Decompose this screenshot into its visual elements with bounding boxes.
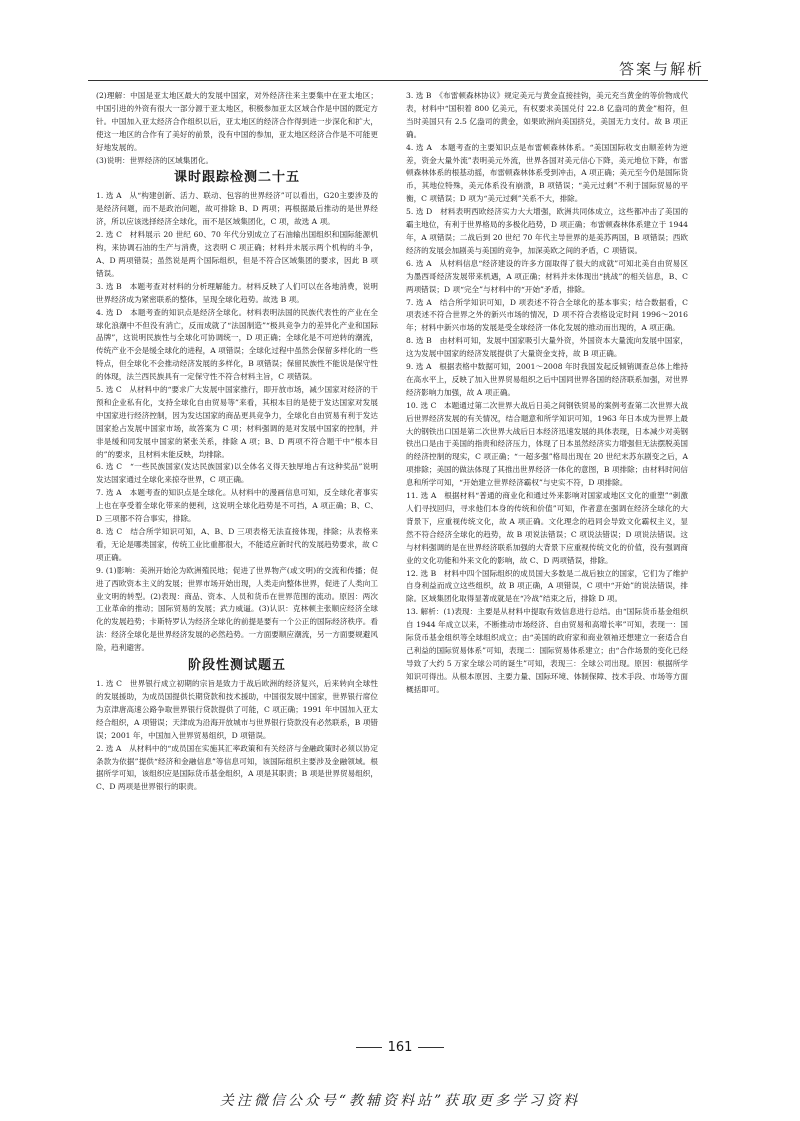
answer-item: 13. 解析：(1)表现：主要是从材料中提取有效信息进行总结。由“国际货币基金组织自 1944 年成立以来，不断推动市场经济、自由贸易和高增长率”可知，表现一：国际货币基金组织等全球组织成立；由“美国的政府家和商业领袖还想建立一套适合自己利益的国际贸易体系”可知，表现二：国际贸易体系建立；由“合作场景的变化已经导致了大约 5 万家全球公司的诞生”可知，表现三：全球公司出现。原因：根据所学知识可得出。从根本原因、主要力量、国际环境、体制保障、技术手段、市场等方面概括即可。 — [406, 607, 688, 694]
page-number-rule — [418, 1047, 444, 1048]
page-number-rule — [356, 1047, 382, 1048]
answer-item: 9. 选 A 根据表格中数据可知，2001～2008 年时我国发起反倾销调查总体上维持在高水平上，反映了加入世界贸易组织之后中国同世界各国的经济联系加强，对世界经济影响力加强，故 A 项正确。 — [406, 362, 688, 397]
answer-item: 4. 选 D 本题考查的知识点是经济全球化。材料表明法国的民族代表性的产业在全球化浪潮中不但没有消亡，反而成就了“法国制造”“极具竞争力的差异化产业和国际品牌”，这说明民族性与全球化可协调统一，D 项正确；全球化是不可逆转的潮流，传统产业不会是缓全球化的进程，A 项错误；全球化过程中虽然会保留多样化的一些特点，但全球化不会推动经济发展的多样化，B 项错误；保留民族性不能说是保守性的体现，法兰西民族具有一定保守性不符合材料主旨，C 项错误。 — [96, 307, 378, 382]
intro-paragraph: (3)说明：世界经济的区域集团化。 — [96, 155, 214, 165]
answer-item: 1. 选 C 世界银行成立初期的宗旨是致力于战后欧洲的经济复兴，后来转向全球性的发展援助，为成员国提供长期贷款和技术援助，中国很发展中国家，世界银行席位为京津唐高速公路争取世界银行贷款提供了可能，C 项正确；1991 年中国加入亚太经合组织，A 项错误；天津成为沿海开放城市与世界银行贷款没有必然联系，B 项错误；2001 年，中国加入世界贸易组织，D 项错误。 — [96, 679, 378, 740]
section-title: 课时跟踪检测二十五 — [173, 170, 300, 186]
answer-item: 9. (1)影响：美洲开始沦为欧洲殖民地；促进了世界物产(或文明)的交流和传播；促进了西欧资本主义的发展；世界市场开始出现，人类走向整体世界，促进了人类向工业文明的转型。(2)表现：商品、资本、人员和货币在世界范围的流动。原因：两次工业革命的推动；国际贸易的发展；武力威逼。(3)认识：克林顿主张顺应经济全球化的发展趋势；卡斯特罗认为经济全球化的前提是要有一个公正的国际经济秩序。看法：经济全球化是世界经济发展的必然趋势。一方面要顺应潮流，另一方面要规避风险，趋利避害。 — [96, 565, 378, 653]
answer-item: 1. 选 A 从“构建创新、活力、联动、包容的世界经济”可以看出，G20主要涉及的是经济问题，而不是政治问题，故可排除 B、D 两项；再根据最后推动的是世界经济，所以应该选择经济全球化，而不是区域集团化，C 项，故选 A 项。 — [96, 191, 378, 227]
answer-item: 7. 选 A 本题考查的知识点是全球化。从材料中的漫画信息可知，反全球化者事实上也在享受着全球化带来的便利，这说明全球化趋势是不可挡，A 项正确；B、C、D 三项都不符合事实，排除。 — [96, 488, 378, 524]
answer-item: 4. 选 A 本题考查的主要知识点是布雷顿森林体系。“美国国际收支由顺差转为逆差，资金大量外流”表明美元外流，世界各国对美元信心下降，美元地位下降，布雷顿森林体系的根基动摇，布雷顿森林体系受到冲击，A 项正确；美元至今仍是国际货币，其地位特殊，美元体系没有崩溃，B 项错误；“美元过剩”不利于国际贸易的平衡，C 项错误；D 项为“美元过剩”关系不大，排除。 — [406, 142, 688, 204]
answer-item: 2. 选 C 材料展示 20 世纪 60、70 年代分别成立了石油输出国组织和国际能源机构，来协调石油的生产与消费，这表明 C 项正确；材料并未展示两个机构的斗争，A、D 两项错误；虽然说是两个国际组织，但是不符合区域集团的要求，因此 B 项错误。 — [96, 230, 378, 278]
answer-item: 3. 选 B 《布雷顿森林协议》规定美元与黄金直接挂钩，美元充当黄金的等价物成代表，材料中“国积着 800 亿美元，有权要求美国兑付 22.8 亿盎司的黄金”相符，但当时美国只有 2.5 亿盎司的黄金，如果欧洲向美国挤兑，美国无力支付。故 B 项正确。 — [406, 91, 688, 139]
answer-item: 11. 选 A 根据材料“普通的商业化和通过外来影响对国家或地区文化的重塑”“刺激人们寻找回归，寻求他们本身的传统和价值”可知，作者意在强调在经济全球化的大背景下，应重视传统文化，故 A 项正确。文化理念的趋同会导致文化霸权主义，显然不符合经济全球化的趋势，故 B 项说法错误；C 项说法错误；D 项说法错误。这与材料强调的是在世界经济联系加强的大背景下应重视传统文化的价值，没有强调商业的文化功能和外来文化的影响，故 C、D 两项错误，排除。 — [406, 491, 688, 565]
left-column — [96, 90, 378, 1010]
answer-item: 7. 选 A 结合所学知识可知，D 项表述不符合全球化的基本事实；结合数据看，C 项表述不符合世界之外的新兴市场的情况，D 项不符合表格设定时间 1996～2016 年；材料中新兴市场的发展是受全球经济一体化发展的推动而出现的，A 项正确。 — [406, 297, 688, 333]
page-number-text: 161 — [387, 1040, 413, 1055]
right-column — [406, 90, 688, 1010]
footer-note: 关注微信公众号“教辅资料站”获取更多学习资料 — [219, 1093, 581, 1109]
section-title: 阶段性测试题五 — [187, 658, 286, 674]
answer-item: 8. 选 B 由材料可知，发展中国家吸引大量外资，外国资本大量流向发展中国家，这为发展中国家的经济发展提供了大量资金支持，故 B 项正确。 — [406, 336, 688, 359]
page-number — [0, 1040, 800, 1055]
header-divider — [88, 80, 708, 81]
answer-item: 2. 选 A 从材料中的“成员国在实施其汇率政策和有关经济与金融政策时必须以协定条款为依据”提供“经济和金融信息”等信息可知，该国际组织主要涉及金融领域。根据所学可知，该组织应是国际货币基金组织，A 项是其职责；B 项是世界贸易组织，C、D 两项是世界银行的职责。 — [96, 743, 378, 792]
answer-item: 12. 选 B 材料中四个国际组织的成员国大多数是二战后独立的国家，它们为了维护自身利益而成立这些组织，故 B 项正确，A 项错误，C 项中“开始”的说法错误，排除。区域集团化取得显著成就是在“冷战”结束之后，排除 D 项。 — [406, 568, 688, 604]
answer-item: 5. 选 D 材料表明西欧经济实力大大增强，欧洲共同体成立，这些都冲击了美国的霸主地位，有利于世界格局的多极化趋势，D 项正确；布雷顿森林体系建立于 1944 年，A 项错误；二战后到 20 世纪 70 年代主导世界的是美苏两国，B 项错误；西欧经济的发展会加剧美与美国的竞争，加深美欧之间的矛盾，C 项错误。 — [406, 207, 688, 255]
answer-item: 5. 选 C 从材料中的“要求广大发展中国家推行，即开放市场，减少国家对经济的干预和企业私有化，支持全球化自由贸易等”来看，其根本目的是使于发达国家对发展中国家进行经济控制，因为发达国家的商品更具竞争力，全球化自由贸易有利于发达国家抢占发展中国家市场，故答案为 C 项；材料强调的是对发展中国家的控制，并非是缓和同发展中国家的紧张关系，排除 A 项；B、D 两项不符合题干中“根本目的”的要求，且材料未能反映，均排除。 — [96, 385, 378, 459]
answer-item: 8. 选 C 结合所学知识可知，A、B、D 三项表格无法直接体现，排除；从表格来看，无论是哪类国家，传统工业比重都很大，不能适应新时代的发展趋势要求，故 C 项正确。 — [96, 527, 378, 562]
answer-item: 6. 选 C “一些民族国家(发达民族国家)以全体名义得天独厚地占有这种奖品”说明发达国家通过全球化来掠夺世界，C 项正确。 — [96, 462, 378, 485]
answer-item: 10. 选 C 本题通过第二次世界大战后日美之间钢铁贸易的案例考查第二次世界大战后世界经济发展的有关情况，结合题意和所学知识可知，1963 年日本成为世界上最大的钢铁出口国是第二次世界大战后日本经济迅速发展的具体表现，日本减少对美钢铁出口是由于美国的指责和经济压力，体现了日本虽然经济实力增强但无法摆脱美国的经济控制的现实，C 项正确；“一超多强”格局出现在 20 世纪末苏东剧变之后，A 项排除；美国的做法体现了其推出世界经济一体化的意图，B 项排除；由材料时间信息和所学可知，“开始建立世界经济霸权”与史实不符，D 项排除。 — [406, 400, 688, 488]
answer-item: 3. 选 B 本题考查对材料的分析理解能力。材料反映了人们可以在各地消费，说明世界经济成为紧密联系的整体，呈现全球化趋势。故选 B 项。 — [96, 281, 378, 304]
intro-paragraph: (2)理解：中国是亚太地区最大的发展中国家，对外经济往来主要集中在亚太地区；中国引进的外资有很大一部分源于亚太地区，积极参加亚太区域合作是中国的既定方针。中国加入亚太经济合作组织以后，亚太地区的经济合作得到进一步深化和扩大，使这一地区的合作有了美好的前景，没有中国的参加，亚太地区经济合作是不可能更好地发展的。 — [96, 91, 378, 152]
answer-item: 6. 选 A 从材料信息“经济建设的许多方面取得了很大的成就”可知北美自由贸易区为墨西哥经济发展带来机遇，A 项正确；材料并未体现出“挑战”的相关信息，B、C 两项错误；D 项“完全”与材料中的“开始”矛盾，排除。 — [406, 258, 688, 294]
page-header-title: 答案与解析 — [618, 60, 704, 78]
